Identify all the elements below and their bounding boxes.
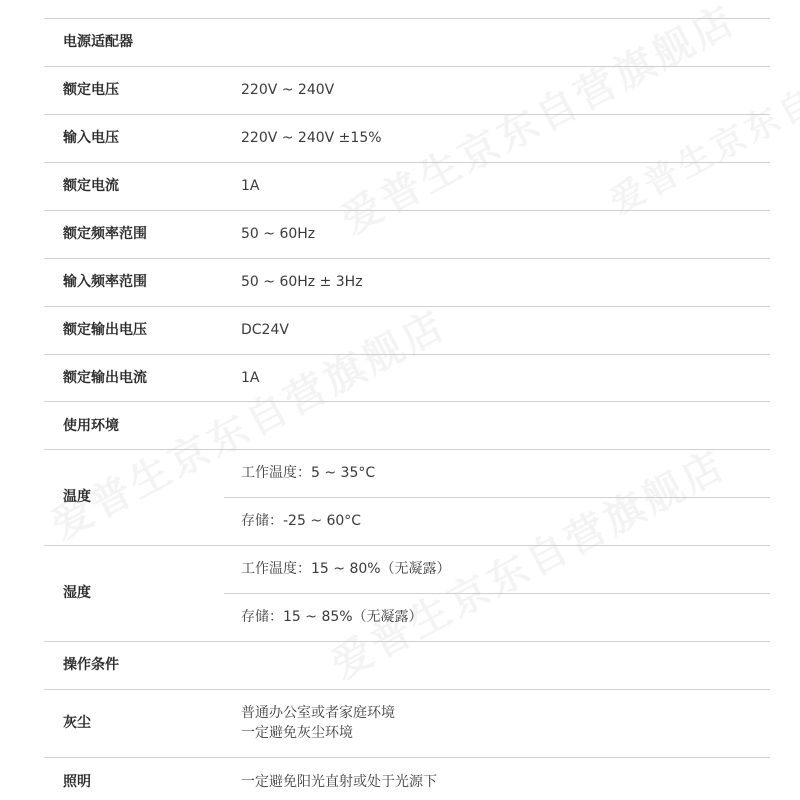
- rated-output-current-label: 额定输出电流: [63, 370, 147, 386]
- dust-label: 灰尘: [63, 715, 91, 731]
- input-frequency-value: 50 ~ 60Hz ± 3Hz: [241, 274, 363, 290]
- rated-output-current-value: 1A: [241, 370, 260, 386]
- rated-output-voltage-value: DC24V: [241, 322, 289, 338]
- row-divider: [44, 641, 770, 642]
- row-divider: [44, 545, 770, 546]
- row-divider: [44, 306, 770, 307]
- watermark: [330, 0, 745, 245]
- rated-frequency-label: 额定频率范围: [63, 226, 147, 242]
- row-divider: [44, 18, 770, 19]
- humidity-storage-value: 存储：15 ~ 85%（无凝露）: [241, 609, 423, 625]
- lighting-value: 一定避免阳光直射或处于光源下: [241, 774, 437, 790]
- lighting-label: 照明: [63, 774, 91, 790]
- rated-voltage-label: 额定电压: [63, 82, 119, 98]
- row-divider: [44, 210, 770, 211]
- dust-value-line-2: 一定避免灰尘环境: [241, 725, 353, 741]
- row-divider: [44, 757, 770, 758]
- watermark: [600, 2, 800, 224]
- dust-value: [241, 703, 395, 743]
- rated-voltage-value: 220V ~ 240V: [241, 82, 335, 98]
- row-divider: [44, 401, 770, 402]
- rated-output-voltage-label: 额定输出电压: [63, 322, 147, 338]
- rated-frequency-value: 50 ~ 60Hz: [241, 226, 316, 242]
- rated-current-value: 1A: [241, 178, 260, 194]
- row-divider: [44, 162, 770, 163]
- input-voltage-value: 220V ~ 240V ±15%: [241, 130, 382, 146]
- section-heading-power-adapter: 电源适配器: [63, 34, 133, 50]
- row-divider: [44, 354, 770, 355]
- sub-row-divider: [224, 593, 770, 594]
- rated-current-label: 额定电流: [63, 178, 119, 194]
- row-divider: [44, 689, 770, 690]
- sub-row-divider: [224, 497, 770, 498]
- section-heading-operating-conditions: 操作条件: [63, 657, 119, 673]
- temperature-label: 温度: [63, 489, 91, 505]
- temperature-working-value: 工作温度：5 ~ 35°C: [241, 465, 376, 481]
- temperature-storage-value: 存储：-25 ~ 60°C: [241, 513, 362, 529]
- row-divider: [44, 114, 770, 115]
- row-divider: [44, 258, 770, 259]
- humidity-working-value: 工作温度：15 ~ 80%（无凝露）: [241, 561, 451, 577]
- dust-value-line-1: 普通办公室或者家庭环境: [241, 705, 395, 721]
- input-voltage-label: 输入电压: [63, 130, 119, 146]
- row-divider: [44, 449, 770, 450]
- section-heading-environment: 使用环境: [63, 418, 119, 434]
- humidity-label: 湿度: [63, 585, 91, 601]
- input-frequency-label: 输入频率范围: [63, 274, 147, 290]
- row-divider: [44, 66, 770, 67]
